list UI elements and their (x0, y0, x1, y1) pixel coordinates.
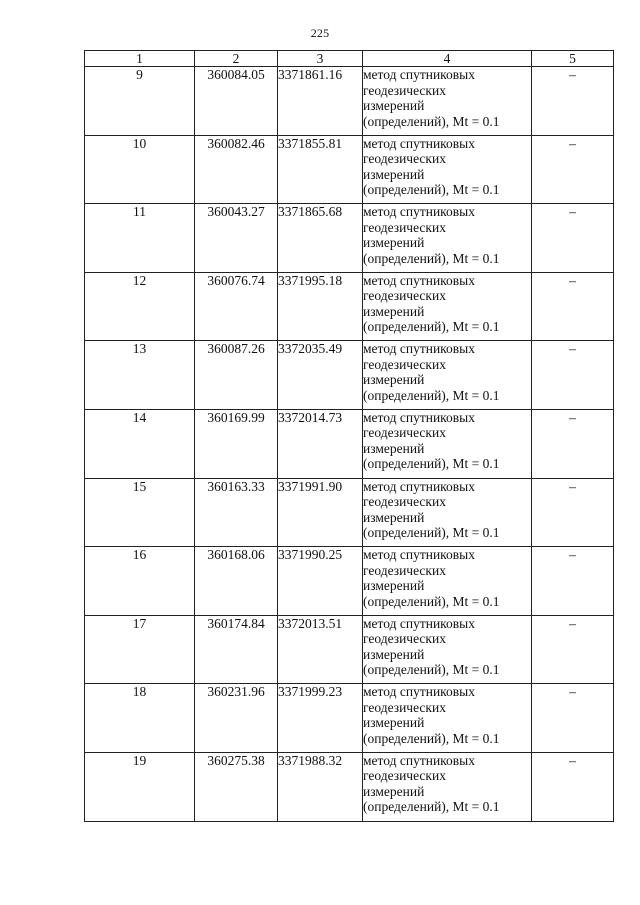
point-number: 17 (85, 615, 195, 684)
method-description (363, 204, 532, 273)
method-line-3: измерений (363, 646, 425, 662)
method-description (363, 478, 532, 547)
table-body (85, 67, 614, 822)
method-description (363, 272, 532, 341)
note-value: – (532, 341, 614, 410)
method-line-2: геодезических (363, 631, 446, 647)
table-header-row (85, 51, 614, 67)
table-row (85, 409, 614, 478)
table-row (85, 752, 614, 821)
method-line-1: метод спутниковых (363, 67, 475, 82)
table-row (85, 204, 614, 273)
method-line-1: метод спутниковых (363, 341, 475, 357)
coordinate-y: 3371865.68 (278, 204, 363, 273)
coordinates-table (84, 50, 614, 822)
method-line-1: метод спутниковых (363, 478, 475, 494)
coordinate-x: 360231.96 (195, 684, 278, 753)
method-line-3: измерений (363, 578, 425, 594)
method-line-2: геодезических (363, 151, 446, 167)
coordinate-y: 3371988.32 (278, 752, 363, 821)
point-number: 18 (85, 684, 195, 753)
method-line-2: геодезических (363, 219, 446, 235)
method-line-2: геодезических (363, 356, 446, 372)
method-line-4: (определений), Mt = 0.1 (363, 387, 500, 403)
method-description (363, 547, 532, 616)
coordinate-y: 3372013.51 (278, 615, 363, 684)
table-row (85, 684, 614, 753)
note-value: – (532, 204, 614, 273)
method-line-1: метод спутниковых (363, 684, 475, 700)
method-description (363, 341, 532, 410)
method-line-1: метод спутниковых (363, 752, 475, 768)
coordinate-y: 3372014.73 (278, 409, 363, 478)
method-line-2: геодезических (363, 699, 446, 715)
method-line-4: (определений), Mt = 0.1 (363, 319, 500, 335)
method-description (363, 67, 532, 136)
method-line-4: (определений), Mt = 0.1 (363, 799, 500, 815)
coordinate-x: 360174.84 (195, 615, 278, 684)
method-line-3: измерений (363, 98, 425, 113)
method-line-2: геодезических (363, 768, 446, 784)
coordinate-x: 360163.33 (195, 478, 278, 547)
table-row (85, 547, 614, 616)
table-row (85, 341, 614, 410)
column-header-1: 1 (85, 51, 195, 67)
method-description (363, 752, 532, 821)
column-header-4: 4 (363, 51, 532, 67)
table-row (85, 478, 614, 547)
method-line-1: метод спутниковых (363, 615, 475, 631)
method-line-3: измерений (363, 235, 425, 251)
point-number: 15 (85, 478, 195, 547)
method-line-3: измерений (363, 783, 425, 799)
method-line-3: измерений (363, 715, 425, 731)
method-line-2: геодезических (363, 494, 446, 510)
note-value: – (532, 67, 614, 136)
coordinate-y: 3371991.90 (278, 478, 363, 547)
point-number: 12 (85, 272, 195, 341)
table-row (85, 272, 614, 341)
point-number: 16 (85, 547, 195, 616)
method-description (363, 409, 532, 478)
page-number: 225 (310, 26, 330, 40)
method-description (363, 615, 532, 684)
method-line-2: геодезических (363, 288, 446, 304)
method-line-4: (определений), Mt = 0.1 (363, 250, 500, 266)
note-value: – (532, 752, 614, 821)
note-value: – (532, 684, 614, 753)
method-description (363, 684, 532, 753)
coordinate-x: 360087.26 (195, 341, 278, 410)
method-line-1: метод спутниковых (363, 409, 475, 425)
column-header-3: 3 (278, 51, 363, 67)
coordinate-x: 360082.46 (195, 135, 278, 204)
point-number: 10 (85, 135, 195, 204)
coordinate-y: 3371855.81 (278, 135, 363, 204)
note-value: – (532, 135, 614, 204)
method-line-2: геодезических (363, 562, 446, 578)
method-line-3: измерений (363, 372, 425, 388)
method-line-4: (определений), Mt = 0.1 (363, 593, 500, 609)
point-number: 9 (85, 67, 195, 136)
method-line-3: измерений (363, 166, 425, 182)
point-number: 11 (85, 204, 195, 273)
note-value: – (532, 615, 614, 684)
coordinate-x: 360168.06 (195, 547, 278, 616)
method-line-4: (определений), Mt = 0.1 (363, 525, 500, 541)
coordinate-x: 360275.38 (195, 752, 278, 821)
method-line-4: (определений), Mt = 0.1 (363, 730, 500, 746)
method-line-2: геодезических (363, 425, 446, 441)
note-value: – (532, 272, 614, 341)
point-number: 19 (85, 752, 195, 821)
method-line-2: геодезических (363, 82, 446, 98)
column-header-2: 2 (195, 51, 278, 67)
method-line-3: измерений (363, 509, 425, 525)
note-value: – (532, 547, 614, 616)
table-row (85, 135, 614, 204)
method-line-4: (определений), Mt = 0.1 (363, 662, 500, 678)
coordinate-y: 3371861.16 (278, 67, 363, 136)
method-line-1: метод спутниковых (363, 547, 475, 563)
coordinate-y: 3371999.23 (278, 684, 363, 753)
method-line-3: измерений (363, 440, 425, 456)
method-line-1: метод спутниковых (363, 204, 475, 220)
coordinate-y: 3372035.49 (278, 341, 363, 410)
point-number: 14 (85, 409, 195, 478)
point-number: 13 (85, 341, 195, 410)
method-line-4: (определений), Mt = 0.1 (363, 182, 500, 198)
method-line-1: метод спутниковых (363, 135, 475, 151)
method-line-4: (определений), Mt = 0.1 (363, 113, 500, 129)
method-description (363, 135, 532, 204)
coordinate-x: 360084.05 (195, 67, 278, 136)
method-line-4: (определений), Mt = 0.1 (363, 456, 500, 472)
table-row (85, 67, 614, 136)
note-value: – (532, 478, 614, 547)
method-line-3: измерений (363, 303, 425, 319)
coordinate-x: 360043.27 (195, 204, 278, 273)
method-line-1: метод спутниковых (363, 272, 475, 288)
column-header-5: 5 (532, 51, 614, 67)
coordinate-y: 3371990.25 (278, 547, 363, 616)
coordinate-x: 360169.99 (195, 409, 278, 478)
note-value: – (532, 409, 614, 478)
coordinate-y: 3371995.18 (278, 272, 363, 341)
coordinate-x: 360076.74 (195, 272, 278, 341)
table-row (85, 615, 614, 684)
